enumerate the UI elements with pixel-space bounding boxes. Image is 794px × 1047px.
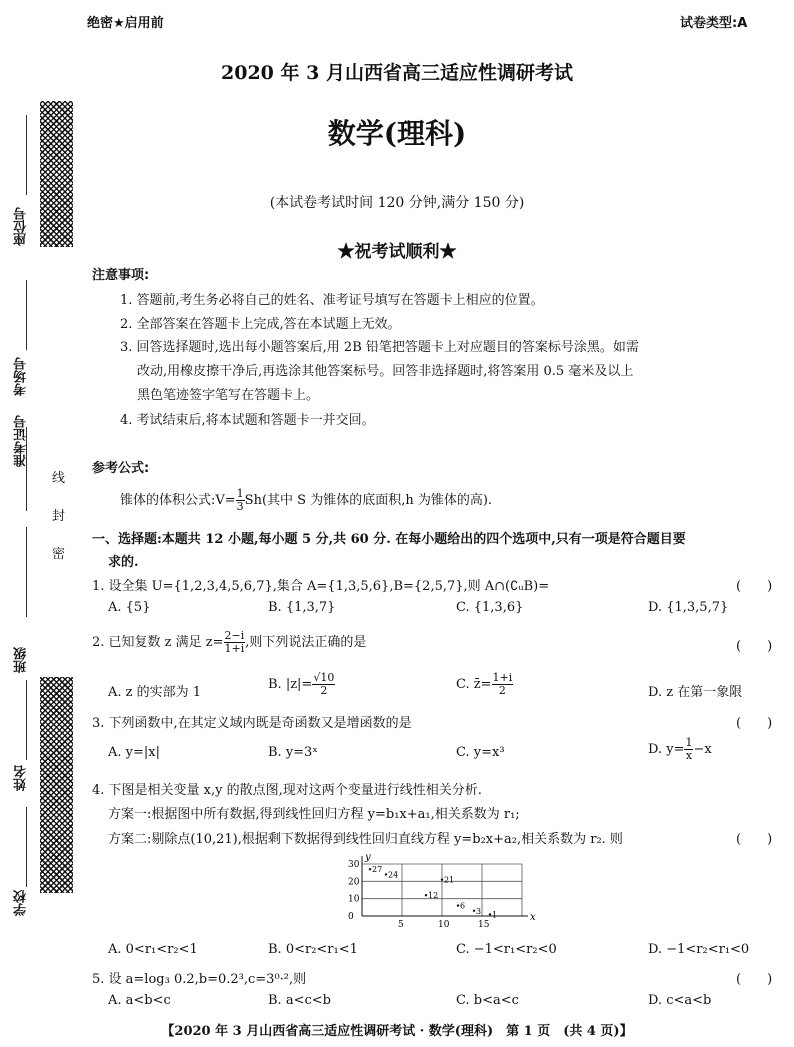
fraction-numerator: 1+i: [492, 671, 513, 684]
fraction-numerator: 1: [685, 736, 693, 749]
subject-title: 数学(理科): [327, 117, 467, 150]
notes-item: 1. 答题前,考生务必将自己的姓名、准考证号填写在答题卡上相应的位置。: [120, 293, 544, 308]
question-3-stem: 3. 下列函数中,在其定义域内既是奇函数又是增函数的是: [92, 716, 412, 731]
decorative-border: [40, 677, 73, 893]
option-text: B. |z|=: [268, 677, 313, 692]
scatter-point: [457, 904, 459, 906]
fraction-denominator: 2: [320, 684, 328, 697]
option-b: B. y=3ˣ: [268, 745, 318, 760]
fraction-numerator: 1: [236, 487, 244, 500]
option-a: A. {5}: [108, 600, 151, 615]
grid-lines: [362, 864, 522, 916]
plan-one: 方案一:根据图中所有数据,得到线性回归方程 y=b₁x+a₁,相关系数为 r₁;: [108, 807, 520, 822]
seal-char: 封: [52, 509, 66, 524]
class-label: 班级: [14, 647, 29, 673]
room-number-label: 考场号: [14, 357, 29, 396]
seal-char: 线: [52, 471, 66, 486]
option-text: C. z̄=: [456, 677, 492, 692]
formula-prefix: 锥体的体积公式:V=: [120, 493, 236, 508]
data-points: [369, 865, 497, 919]
question-4-stem: 4. 下图是相关变量 x,y 的散点图,现对这两个变量进行线性相关分析.: [92, 783, 482, 798]
stem-fraction: [224, 630, 246, 655]
stem-text: ,则下列说法正确的是: [245, 635, 367, 650]
section-heading: 一、选择题:本题共 12 小题,每小题 5 分,共 60 分. 在每小题给出的四个选项中,只有一项是符合题目要: [92, 532, 686, 547]
scatter-point: [473, 910, 475, 912]
answer-paren: ( ): [736, 832, 773, 847]
formula-title: 参考公式:: [92, 461, 150, 476]
fraction-denominator: 1+i: [224, 642, 245, 655]
point-label: 12: [428, 891, 439, 901]
option-c: C. {1,3,6}: [456, 600, 524, 615]
scatter-point: [425, 894, 427, 896]
admission-number-label: 准考证号: [14, 415, 29, 467]
school-label: 学校: [14, 890, 29, 916]
formula-fraction: [236, 488, 245, 513]
answer-paren: ( ): [736, 972, 773, 987]
point-label: 3: [476, 906, 482, 916]
option-b: B. {1,3,7}: [268, 600, 336, 615]
notes-item: 4. 考试结束后,将本试题和答题卡一并交回。: [120, 413, 375, 428]
x-tick-label: 10: [438, 920, 450, 930]
fraction-numerator: √10: [313, 671, 335, 684]
option-c: C. −1<r₁<r₂<0: [456, 942, 557, 957]
answer-paren: ( ): [736, 579, 773, 594]
option-d: D. {1,3,5,7}: [648, 600, 729, 615]
volume-formula: [120, 488, 492, 513]
point-label: 21: [444, 875, 455, 885]
scatter-point: [369, 868, 371, 870]
option-a: A. 0<r₁<r₂<1: [108, 942, 198, 957]
notes-item: 改动,用橡皮擦干净后,再选涂其他答案标号。回答非选择题时,将答案用 0.5 毫米及以上: [137, 364, 634, 379]
option-b: B. a<c<b: [268, 993, 331, 1008]
option-fraction: [492, 672, 514, 697]
option-text: D. y=: [648, 742, 685, 757]
question-2-stem: [92, 630, 366, 655]
fill-line: [26, 807, 27, 887]
x-axis-label: x: [530, 912, 536, 923]
y-tick-label: 30: [348, 860, 360, 870]
question-5-stem: 5. 设 a=log₃ 0.2,b=0.2³,c=3⁰·²,则: [92, 972, 307, 987]
plan-two: 方案二:剔除点(10,21),根据剩下数据得到线性回归直线方程 y=b₂x+a₂,相关系数为 r₂. 则: [108, 832, 623, 847]
page-footer: 【2020 年 3 月山西省高三适应性调研考试 · 数学(理科) 第 1 页 (共 4 页)】: [161, 1024, 633, 1039]
decorative-border: [40, 101, 73, 247]
fill-line: [26, 115, 27, 195]
fraction-denominator: x: [685, 749, 693, 762]
point-label: 24: [388, 870, 399, 880]
fill-line: [26, 680, 27, 760]
exam-title: 2020 年 3 月山西省高三适应性调研考试: [221, 62, 573, 84]
option-d: D. z 在第一象限: [648, 685, 743, 700]
point-label: 1: [492, 910, 498, 920]
option-text: −x: [693, 742, 712, 757]
option-c: [456, 672, 513, 697]
fraction-numerator: 2−i: [224, 629, 245, 642]
question-1-stem: 1. 设全集 U={1,2,3,4,5,6,7},集合 A={1,3,5,6},B={2,5,7},则 A∩(∁ᵤB)=: [92, 579, 550, 594]
notes-item: 3. 回答选择题时,选出每小题答案后,用 2B 铅笔把答题卡上对应题目的答案标号涂黑。如需: [120, 340, 639, 355]
option-c: C. y=x³: [456, 745, 505, 760]
section-heading-cont: 求的.: [108, 555, 139, 570]
fraction-denominator: 2: [498, 684, 506, 697]
option-a: A. z 的实部为 1: [108, 685, 202, 700]
notes-item: 2. 全部答案在答题卡上完成,答在本试题上无效。: [120, 317, 401, 332]
notes-title: 注意事项:: [92, 268, 150, 283]
seat-number-label: 座位号: [14, 207, 29, 246]
answer-paren: ( ): [736, 716, 773, 731]
y-tick-label: 10: [348, 894, 360, 905]
name-label: 姓名: [14, 765, 29, 791]
option-a: A. a<b<c: [108, 993, 171, 1008]
fill-line: [26, 280, 27, 350]
binding-sidebar: [0, 95, 82, 935]
option-c: C. b<a<c: [456, 993, 519, 1008]
fill-line: [26, 527, 27, 617]
y-tick-label: 0: [348, 912, 354, 922]
exam-duration: (本试卷考试时间 120 分钟,满分 150 分): [269, 195, 525, 211]
tick-labels: [348, 860, 490, 930]
option-d: [648, 737, 712, 762]
notes-item: 黑色笔迹签字笔写在答题卡上。: [137, 388, 320, 403]
option-a: A. y=|x|: [108, 745, 160, 760]
stem-text: 2. 已知复数 z 满足 z=: [92, 635, 224, 650]
fraction-denominator: 3: [236, 500, 244, 513]
scatter-point: [385, 873, 387, 875]
y-axis-label: y: [365, 852, 371, 863]
formula-suffix: Sh(其中 S 为锥体的底面积,h 为锥体的高).: [244, 493, 493, 508]
scatter-plot: [340, 852, 540, 932]
point-label: 6: [460, 901, 466, 911]
option-b: B. 0<r₂<r₁<1: [268, 942, 358, 957]
option-d: D. c<a<b: [648, 993, 712, 1008]
answer-paren: ( ): [736, 639, 773, 654]
option-fraction: [312, 672, 335, 697]
x-tick-label: 5: [398, 920, 404, 930]
scatter-point: [441, 878, 443, 880]
paper-type-label: 试卷类型:A: [680, 16, 748, 31]
x-tick-label: 15: [478, 920, 490, 930]
point-label: 27: [372, 865, 383, 875]
blessing: ★祝考试顺利★: [337, 242, 457, 262]
secret-label: 绝密★启用前: [87, 16, 164, 31]
option-d: D. −1<r₂<r₁<0: [648, 942, 750, 957]
option-b: [268, 672, 335, 697]
y-tick-label: 20: [348, 877, 360, 888]
scatter-point: [489, 913, 491, 915]
seal-char: 密: [52, 547, 66, 562]
